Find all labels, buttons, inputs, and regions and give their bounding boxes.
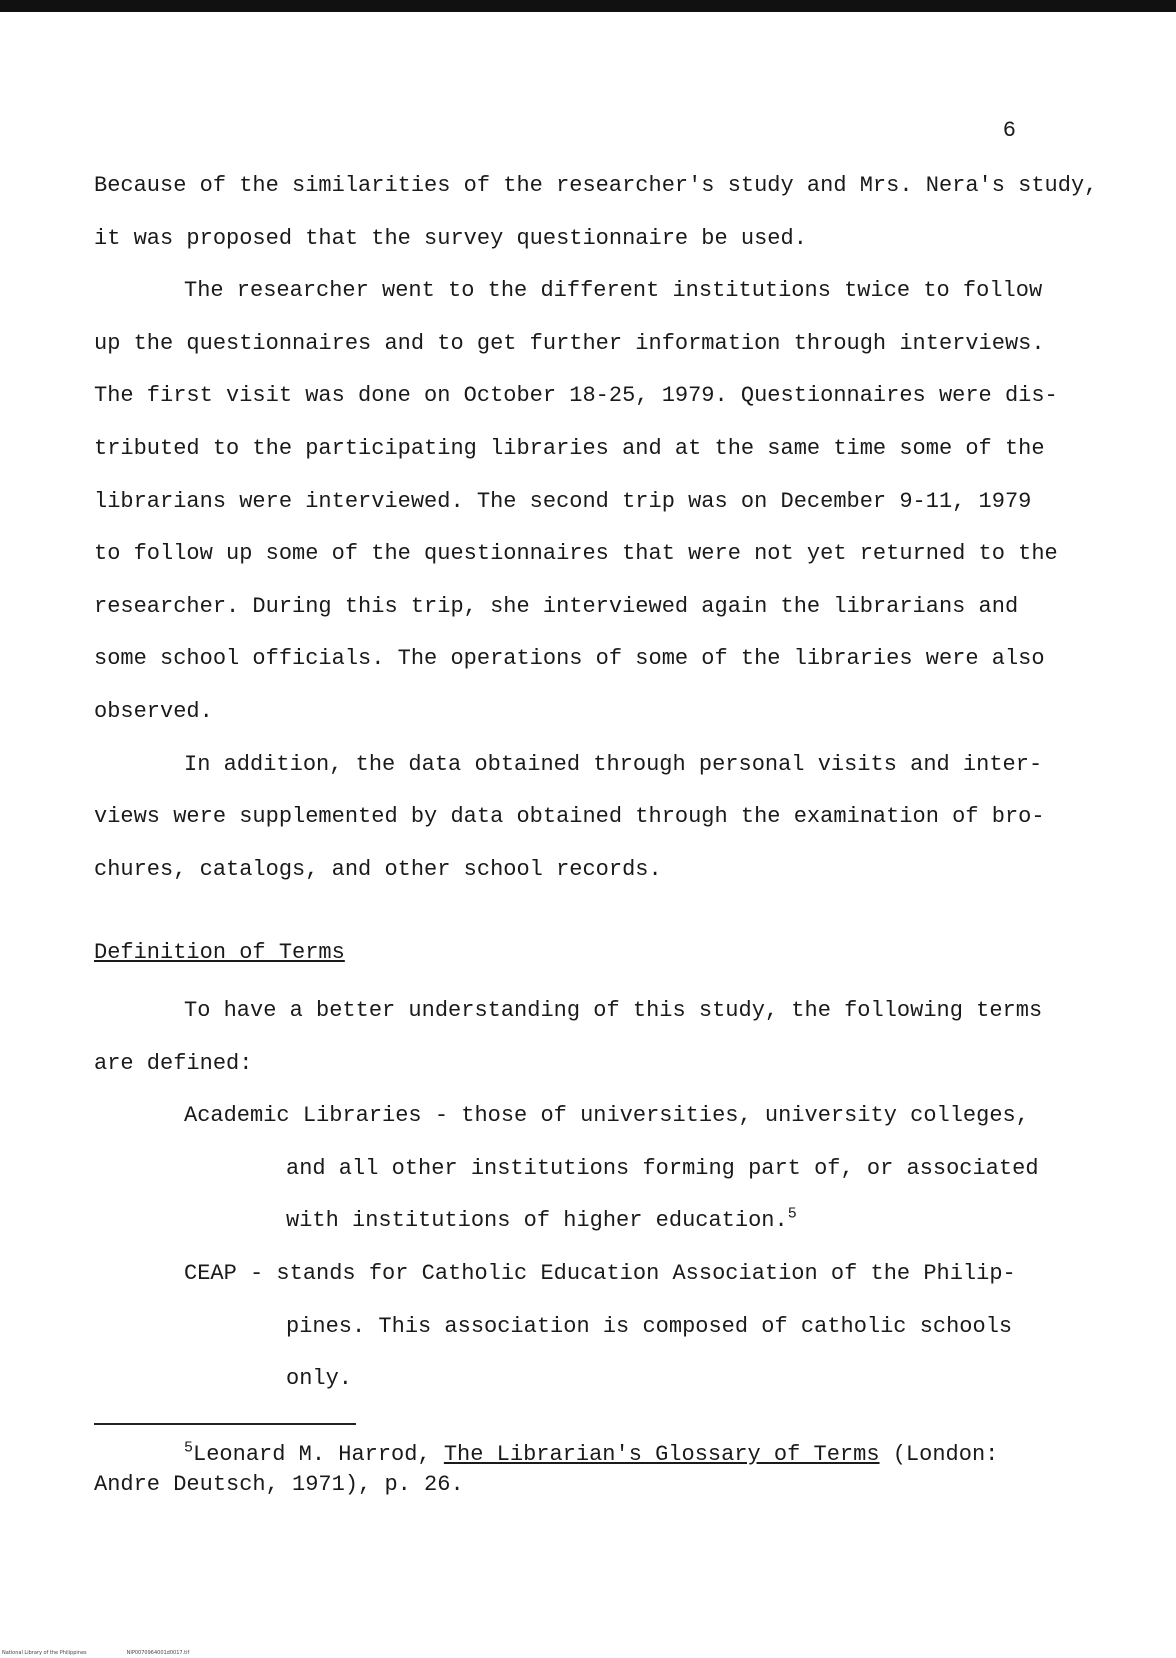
footnote-line [94,1440,1054,1470]
text-line: are defined: [94,1050,253,1076]
footnote-title: The Librarian's Glossary of Terms [443,1442,880,1467]
term-line: only. [286,1366,353,1392]
text-line: it was proposed that the survey questionnaire be used. [94,225,807,251]
term-line [94,1195,1054,1248]
text-line: some school officials. The operations of some of the libraries were also [94,646,1045,672]
text-line: observed. [94,698,213,724]
term-line: Academic Libraries - those of universities, university colleges, [184,1103,1029,1129]
text-line: In addition, the data obtained through personal visits and inter- [184,751,1043,777]
text-line: The researcher went to the different institutions twice to follow [184,278,1043,304]
imprint-left: National Library of the Philippines [2,1650,87,1656]
term-line: pines. This association is composed of catholic schools [286,1313,1013,1339]
text-line: Because of the similarities of the researcher's study and Mrs. Nera's study, [94,173,1098,198]
text-line: tributed to the participating libraries and at the same time some of the [94,435,1045,461]
imprint-right: NIP0070964001d0017.tif [126,1650,190,1656]
section-heading: Definition of Terms [94,940,345,965]
text-line: The first visit was done on October 18-25, 1979. Questionnaires were dis- [94,383,1058,409]
footnote [94,1440,1054,1500]
text-line: To have a better understanding of this study, the following terms [184,998,1043,1023]
term-line: CEAP - stands for Catholic Education Association of the Philip- [184,1260,1016,1286]
text-line: researcher. During this trip, she interviewed again the librarians and [94,593,1019,619]
body-text [94,160,1098,896]
term-line: and all other institutions forming part of, or associated [286,1155,1039,1181]
text-line: up the questionnaires and to get further information through interviews. [94,330,1045,356]
footnote-ref: 5 [787,1206,797,1224]
page-number: 6 [1002,118,1016,143]
text-line: views were supplemented by data obtained through the examination of bro- [94,804,1045,830]
text-line: chures, catalogs, and other school records. [94,856,662,882]
term-text: with institutions of higher education. [286,1208,788,1234]
definitions [94,985,1054,1406]
footnote-rule [94,1423,356,1425]
scan-imprint [2,1650,229,1656]
scan-edge [0,0,1176,12]
footnote-line: Andre Deutsch, 1971), p. 26. [94,1472,464,1497]
text-line: to follow up some of the questionnaires that were not yet returned to the [94,541,1058,567]
footnote-marker: 5 [184,1439,194,1457]
footnote-author: Leonard M. Harrod, [193,1442,444,1467]
footnote-pub: (London: [879,1442,999,1467]
text-line: librarians were interviewed. The second trip was on December 9-11, 1979 [94,488,1032,514]
